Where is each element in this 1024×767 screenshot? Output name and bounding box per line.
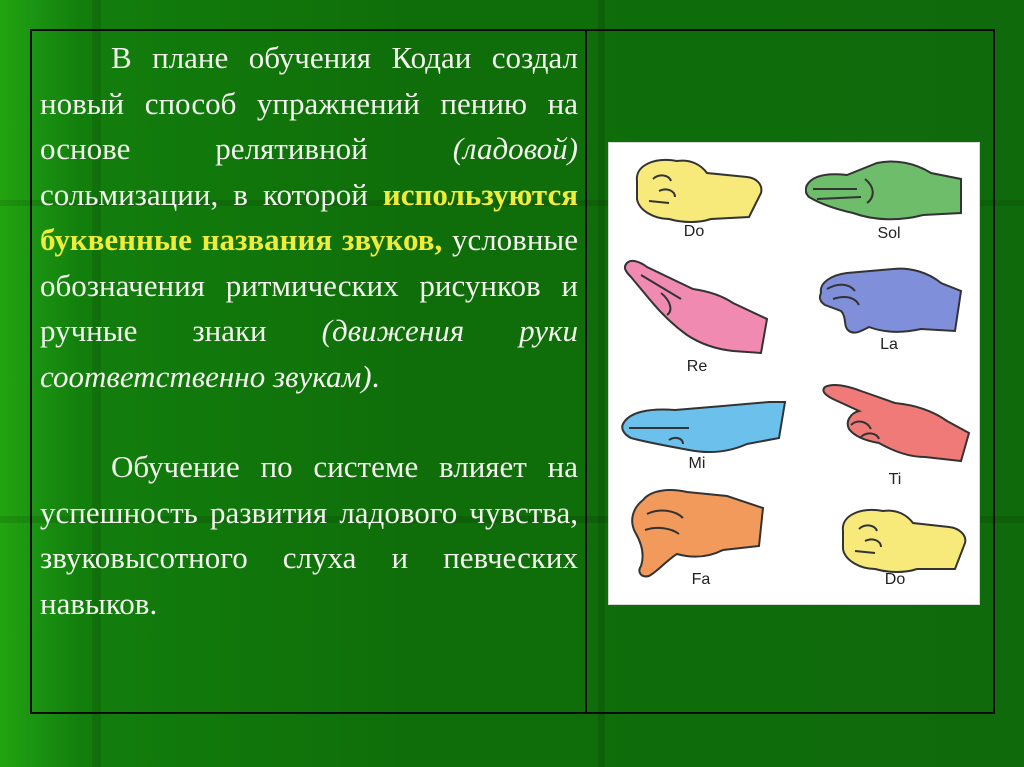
label-sol: Sol [877, 225, 901, 242]
p1-mid: сольмизации, в которой [40, 176, 383, 212]
hand-ti-shape [823, 385, 969, 461]
label-do: Do [683, 223, 705, 240]
hand-fa-icon [627, 488, 767, 578]
hand-do-shape [637, 160, 762, 222]
hand-mi-icon [619, 398, 789, 460]
p1-after: условные обозначения ритмических рисунков и ручные знаки [40, 222, 579, 348]
hand-sol-shape [806, 161, 961, 219]
p1-italic-2: (движения руки соответственно звукам) [40, 313, 578, 394]
p1-italic-1: (ладовой) [452, 131, 578, 166]
label-la: La [880, 336, 898, 353]
paragraph-1 [40, 35, 578, 399]
p1-intro: В плане обучения Кодаи создал новый способ упражнений пению на основе релятивной [40, 40, 578, 166]
label-mi: Mi [688, 455, 706, 472]
label-ti: Ti [888, 471, 902, 488]
p1-end: . [371, 358, 380, 394]
hand-do-icon [629, 151, 769, 223]
hand-la-shape [820, 269, 961, 333]
hand-signs-panel [608, 142, 980, 605]
text-cell [40, 35, 578, 626]
label-re: Re [686, 358, 708, 375]
column-divider [585, 31, 587, 712]
hand-do-high-shape [843, 510, 965, 572]
hand-fa-shape [632, 490, 763, 576]
hand-ti-icon [821, 381, 971, 463]
hand-do-high-icon [835, 501, 971, 575]
label-fa: Fa [691, 571, 711, 588]
hand-re-shape [625, 261, 767, 353]
label-do-high: Do [884, 571, 906, 588]
p2-text: Обучение по системе влияет на успешность развития ладового чувства, звуковысотного слуха и певческих навыков. [40, 449, 578, 621]
p1-highlight: используются буквенные названия звуков, [40, 176, 578, 257]
hand-sol-icon [805, 157, 965, 223]
paragraph-2 [40, 444, 578, 626]
hand-re-icon [621, 255, 771, 355]
hand-la-icon [815, 265, 965, 335]
